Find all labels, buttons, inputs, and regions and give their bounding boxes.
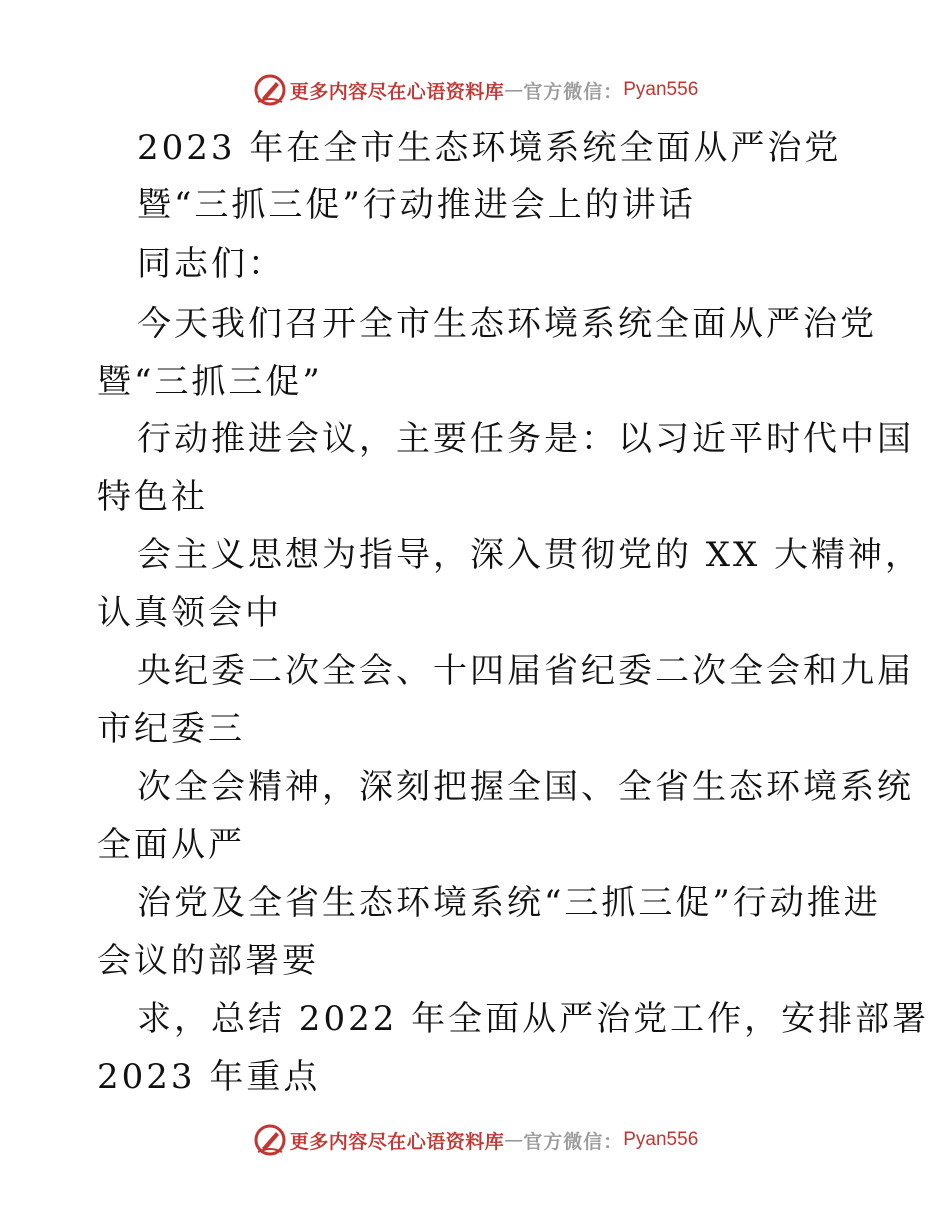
watermark-wechat-id: Pyan556	[623, 79, 699, 100]
body-line: 治党及全省生态环境系统“三抓三促”行动推进	[137, 883, 881, 923]
watermark-logo-icon	[252, 72, 288, 108]
body-line: 今天我们召开全市生态环境系统全面从严治党	[137, 304, 877, 344]
watermark-dash: —	[504, 1129, 524, 1151]
body-line: 行动推进会议，主要任务是：以习近平时代中国	[137, 419, 914, 459]
watermark-dash: —	[504, 79, 524, 101]
body-line: 2023 年重点	[97, 1057, 321, 1097]
body-line: 暨“三抓三促”	[97, 362, 323, 402]
salutation: 同志们：	[137, 244, 285, 284]
body-line: 次全会精神，深刻把握全国、全省生态环境系统	[137, 767, 914, 807]
footer-watermark	[0, 1120, 950, 1160]
body-line: 会议的部署要	[97, 941, 319, 981]
watermark-main-text: 更多内容尽在心语资料库	[289, 80, 505, 103]
watermark-logo-icon	[252, 1122, 288, 1158]
body-line: 全面从严	[97, 825, 245, 865]
watermark-main-text: 更多内容尽在心语资料库	[289, 1130, 505, 1153]
body-line: 央纪委二次全会、十四届省纪委二次全会和九届	[137, 651, 914, 691]
document-title-line-2: 暨“三抓三促”行动推进会上的讲话	[137, 185, 696, 225]
body-line: 认真领会中	[97, 593, 282, 633]
body-line: 市纪委三	[97, 709, 245, 749]
body-line: 会主义思想为指导，深入贯彻党的 XX 大精神，	[137, 535, 923, 575]
document-title-line-1: 2023 年在全市生态环境系统全面从严治党	[137, 128, 842, 168]
watermark-wechat-id: Pyan556	[623, 1129, 699, 1150]
body-line: 求，总结 2022 年全面从严治党工作，安排部署	[137, 999, 930, 1039]
body-line: 特色社	[97, 477, 208, 517]
header-watermark	[0, 70, 950, 110]
watermark-sub-text: 官方微信：	[523, 80, 624, 103]
watermark-sub-text: 官方微信：	[523, 1130, 624, 1153]
